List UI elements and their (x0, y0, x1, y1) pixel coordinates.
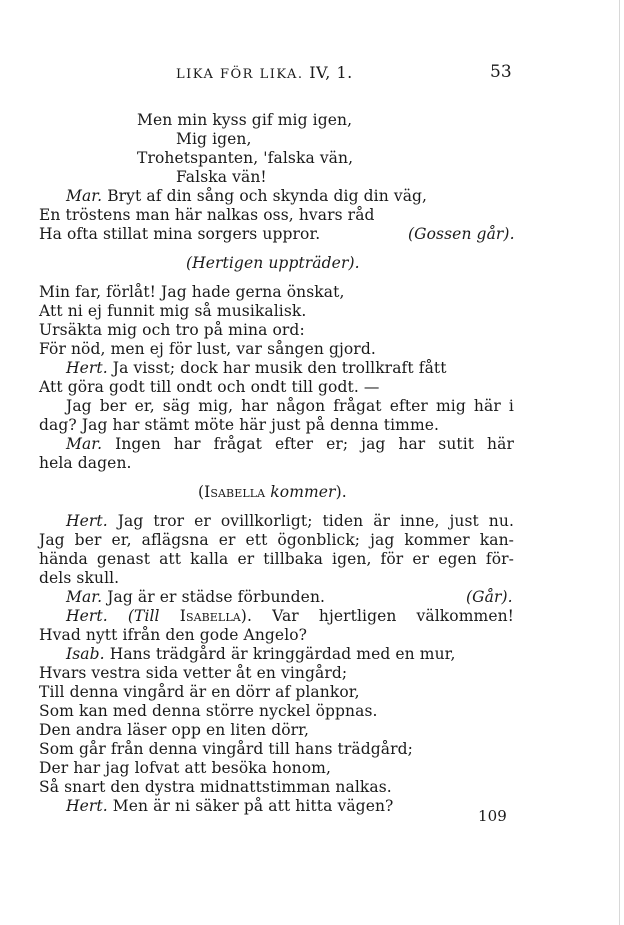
speech-line (66, 588, 325, 606)
speaker-name: Hert. (66, 797, 108, 815)
prose-line: dag? Jag har stämt möte här just på denna timme. (39, 416, 440, 434)
running-title: LIKA FÖR LIKA. (176, 67, 304, 82)
act-scene: IV, 1. (309, 63, 353, 82)
speech-line (66, 359, 447, 377)
speech-line (66, 797, 393, 815)
verse-line: Men min kyss gif mig igen, (137, 111, 353, 129)
verse-line: Trohetspanten, 'falska vän, (137, 149, 354, 167)
speech-line (66, 645, 456, 663)
verse-line: Min far, förlåt! Jag hade gerna önskat, (39, 283, 345, 301)
speaker-name: Mar. (66, 588, 103, 606)
verse-line: Ha ofta stillat mina sorgers uppror. (39, 225, 321, 243)
page-edge-line (619, 0, 620, 925)
verse-line: Att göra godt till ondt och ondt till godt. — (39, 378, 380, 396)
speaker-name: Hert. (66, 607, 108, 625)
speech-text: Jag är er städse förbunden. (107, 588, 326, 606)
verse-line: Som går från denna vingård till hans trädgård; (39, 740, 413, 758)
speech-text: Ingen har frågat efter er; jag har sutit här (115, 435, 514, 453)
speech-text: Hans trädgård är kringgärdad med en mur, (109, 645, 456, 663)
speaker-name: Isab. (66, 645, 105, 663)
verse-line: Så snart den dystra midnattstimman nalkas. (39, 778, 392, 796)
verse-line: Att ni ej funnit mig så musikalisk. (39, 302, 307, 320)
verse-line: Som kan med denna större nyckel öppnas. (39, 702, 378, 720)
verse-line: Ursäkta mig och tro på mina ord: (39, 321, 305, 339)
verse-line: Der har jag lofvat att besöka honom, (39, 759, 331, 777)
speech-line (66, 512, 514, 530)
verse-line: Den andra läser opp en liten dörr, (39, 721, 310, 739)
stage-direction: (Gossen går). (408, 225, 515, 243)
page-number: 53 (490, 62, 512, 82)
speech-line (66, 435, 514, 453)
character-name: Isabella (204, 483, 266, 501)
prose-line: Jag ber er, aflägsna er ett ögonblick; jag kommer kan- (39, 531, 514, 549)
speech-text: Ja visst; dock har musik den trollkraft fått (112, 359, 447, 377)
verse-line: Hvad nytt ifrån den gode Angelo? (39, 626, 308, 644)
verse-line: Till denna vingård är en dörr af plankor, (39, 683, 360, 701)
speaker-name: Mar. (66, 187, 103, 205)
sheet-number: 109 (478, 807, 507, 825)
stage-direction: (Går). (466, 588, 513, 606)
stage-direction: (Isabella kommer). (198, 483, 347, 501)
character-name: Isabella (179, 607, 241, 625)
prose-line: hela dagen. (39, 454, 132, 472)
verse-line: En tröstens man här nalkas oss, hvars råd (39, 206, 375, 224)
speech-text: Var hjertligen välkommen! (272, 607, 515, 625)
speaker-name: Hert. (66, 359, 108, 377)
speech-line: Hert. (Till Isabella). Var hjertligen välkommen! (66, 607, 515, 625)
speech-text: Jag tror er ovillkorligt; tiden är inne, just nu. (117, 512, 515, 530)
speaker-name: Mar. (66, 435, 103, 453)
verse-line: Falska vän! (176, 168, 267, 186)
speech-text: Bryt af din sång och skynda dig din väg, (107, 187, 428, 205)
verse-line: För nöd, men ej för lust, var sången gjord. (39, 340, 376, 358)
verse-line: Hvars vestra sida vetter åt en vingård; (39, 664, 348, 682)
prose-line: Jag ber er, säg mig, har någon frågat efter mig här i (66, 397, 514, 415)
prose-line: hända genast att kalla er tillbaka igen, för er egen för- (39, 550, 514, 568)
stage-direction: (Hertigen uppträder). (186, 254, 360, 272)
running-header (176, 64, 353, 84)
speech-line (66, 187, 427, 205)
verse-line: Mig igen, (176, 130, 252, 148)
prose-line: dels skull. (39, 569, 120, 587)
speaker-name: Hert. (66, 512, 108, 530)
speech-text: Men är ni säker på att hitta vägen? (112, 797, 394, 815)
